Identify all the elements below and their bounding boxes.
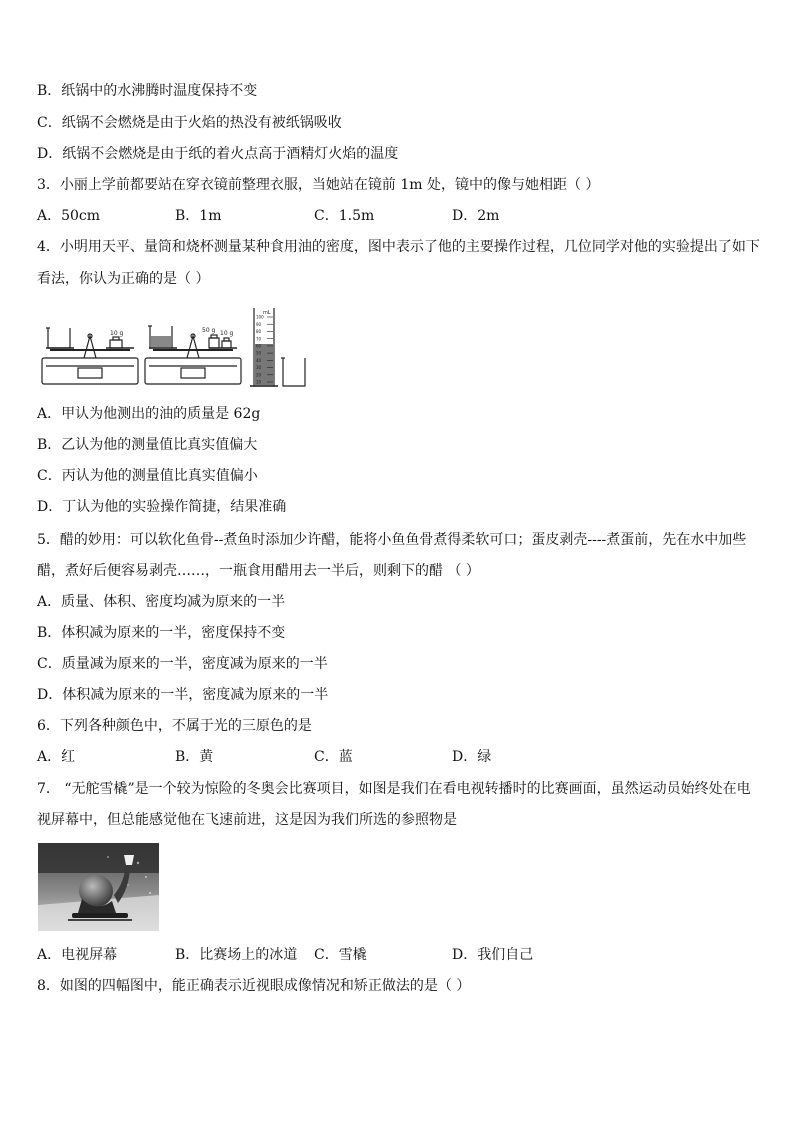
q7-option-d: D．我们自己: [452, 947, 534, 963]
q3-option-d: D．2m: [452, 208, 500, 224]
q2-option-b: B．纸锅中的水沸腾时温度保持不变: [37, 83, 258, 99]
q4-stem-line1: 4．小明用天平、量筒和烧杯测量某种食用油的密度，图中表示了他的主要操作过程，几位同学对他的实验提出了如下: [37, 239, 760, 255]
cylinder-tick-label: 70: [256, 336, 262, 342]
q5-option-c: C．质量减为原来的一半，密度减为原来的一半: [37, 656, 328, 672]
q5-stem-line1: 5．醋的妙用：可以软化鱼骨--煮鱼时添加少许醋，能将小鱼鱼骨煮得柔软可口；蛋皮剥壳----煮蛋前，先在水中加些: [37, 532, 747, 548]
q6-option-b: B．黄: [175, 749, 214, 765]
cylinder-tick-label: 80: [256, 329, 262, 335]
q7-stem-line1: 7． “无舵雪橇”是一个较为惊险的冬奥会比赛项目，如图是我们在看电视转播时的比赛画面，虽然运动员始终处在电: [37, 781, 751, 797]
q5-option-b: B．体积减为原来的一半，密度保持不变: [37, 625, 286, 641]
cylinder-tick-label: 40: [256, 357, 262, 363]
cylinder-tick-label: 50: [256, 350, 262, 356]
q7-option-a: A．电视屏幕: [37, 947, 118, 963]
q4-option-c: C．丙认为他的测量值比真实值偏小: [37, 468, 258, 484]
q3-option-c: C．1.5m: [314, 208, 375, 224]
q7-option-b: B．比赛场上的冰道: [175, 947, 298, 963]
q7-options: [37, 945, 757, 965]
weight-label-1: 10 g: [110, 330, 124, 337]
cylinder-tick-label: 60: [256, 343, 262, 349]
q3-options: [37, 206, 757, 226]
q5-option-d: D．体积减为原来的一半，密度减为原来的一半: [37, 687, 329, 703]
cylinder-tick-label: 90: [256, 321, 262, 327]
q4-stem-line2: 看法，你认为正确的是（ ）: [37, 271, 210, 287]
q3-option-b: B．1m: [175, 208, 222, 224]
weight-label-2: 50 g: [202, 327, 216, 334]
cylinder-tick-label: 100: [256, 314, 264, 320]
balance-cylinder-illustration: [40, 306, 310, 392]
q5-stem-line2: 醋，煮好后便容易剥壳……，一瓶食用醋用去一半后，则剩下的醋 （ ）: [37, 563, 480, 579]
q6-option-a: A．红: [37, 749, 76, 765]
q6-stem: 6．下列各种颜色中，不属于光的三原色的是: [37, 718, 312, 734]
q6-option-d: D．绿: [452, 749, 492, 765]
q2-option-c: C．纸锅不会燃烧是由于火焰的热没有被纸锅吸收: [37, 115, 342, 131]
weight-label-3: 10 g: [220, 330, 234, 337]
q4-option-b: B．乙认为他的测量值比真实值偏大: [37, 437, 258, 453]
q7-stem-line2: 视屏幕中，但总能感觉他在飞速前进，这是因为我们所选的参照物是: [37, 812, 457, 828]
skeleton-sled-photo: [38, 843, 159, 931]
cylinder-unit: mL: [263, 310, 271, 316]
cylinder-tick-label: 30: [256, 365, 262, 371]
balance-one: [42, 328, 138, 384]
q3-stem: 3．小丽上学前都要站在穿衣镜前整理衣服，当她站在镜前 1m 处，镜中的像与她相距（ ）: [37, 177, 600, 193]
empty-beaker: [281, 358, 305, 386]
q2-option-d: D．纸锅不会燃烧是由于纸的着火点高于酒精灯火焰的温度: [37, 146, 399, 162]
q7-option-c: C．雪橇: [314, 947, 367, 963]
skeleton-sled-image: [38, 843, 159, 931]
q3-option-a: A．50cm: [37, 208, 101, 224]
q4-option-d: D．丁认为他的实验操作简捷，结果准确: [37, 499, 287, 515]
q6-option-c: C．蓝: [314, 749, 353, 765]
q8-stem: 8．如图的四幅图中，能正确表示近视眼成像情况和矫正做法的是（ ）: [37, 978, 471, 994]
q4-figure: [40, 306, 310, 392]
q6-options: [37, 747, 757, 767]
cylinder-tick-label: 10: [256, 379, 262, 385]
cylinder-tick-label: 20: [256, 372, 262, 378]
q5-option-a: A．质量、体积、密度均减为原来的一半: [37, 594, 286, 610]
q4-option-a: A．甲认为他测出的油的质量是 62g: [37, 406, 261, 422]
graduated-cylinder: [250, 308, 278, 386]
